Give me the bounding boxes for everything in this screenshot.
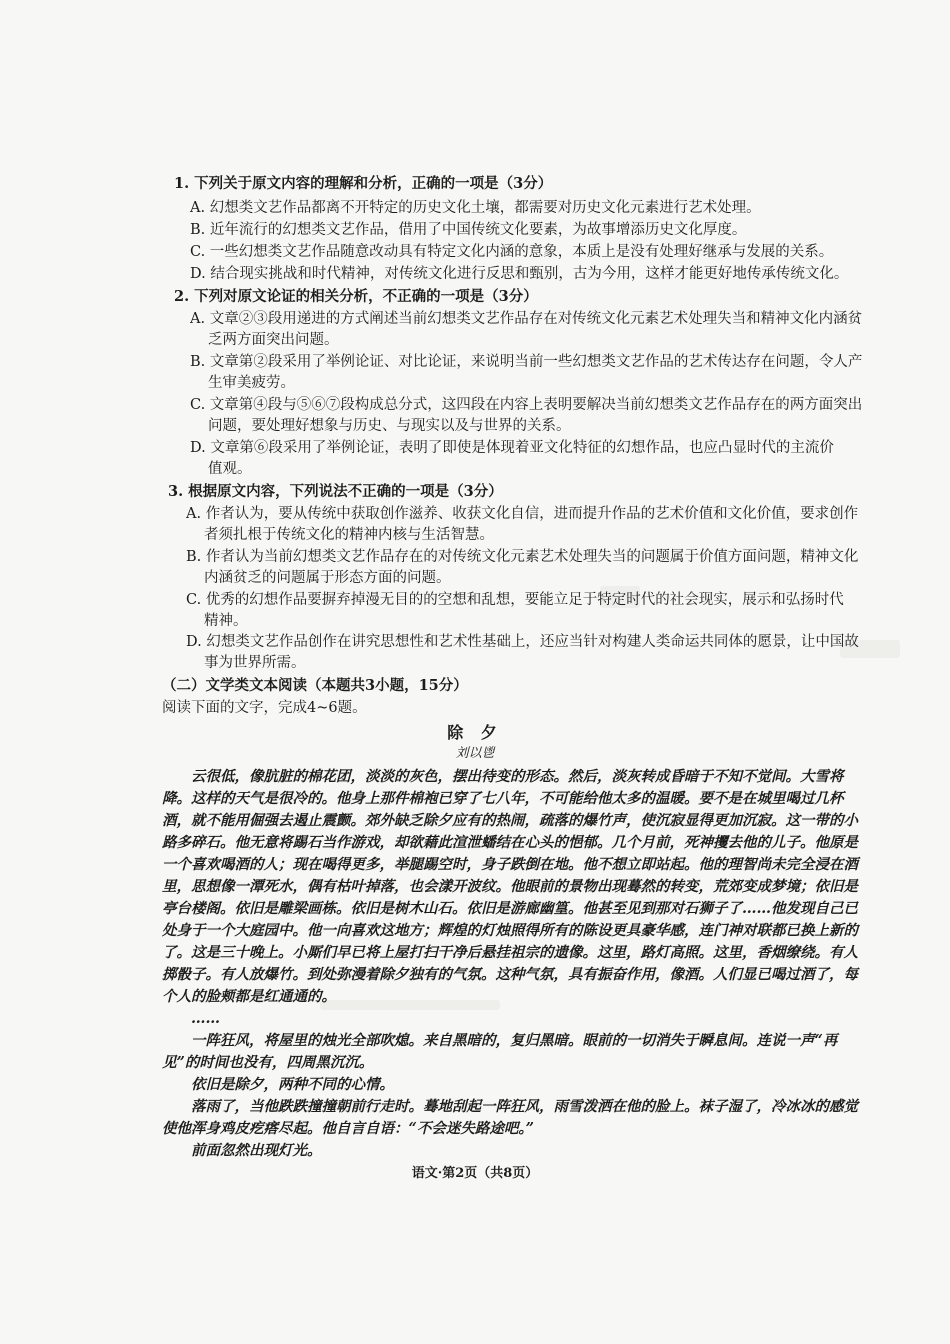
story-line: 个人的脸颊都是红通通的。: [162, 988, 336, 1005]
scan-smudge: [320, 1000, 500, 1010]
question-2-option-d: D. 文章第⑥段采用了举例论证，表明了即使是体现着亚文化特征的幻想作品，也应凸显时代的主流价: [190, 440, 834, 456]
question-3-option-a-cont: 者须扎根于传统文化的精神内核与生活智慧。: [204, 527, 494, 543]
story-line: 了。这是三十晚上。小厮们早已将上屋打扫干净后悬挂祖宗的遗像。这里，路灯高照。这里，香烟缭绕。有人: [162, 944, 858, 961]
story-line: 云很低，像肮脏的棉花团，淡淡的灰色，摆出待变的形态。然后，淡灰转成昏暗于不知不觉间。大雪将: [162, 768, 844, 785]
section-heading: （二）文学类文本阅读（本题共3小题，15分）: [162, 677, 468, 694]
story-line: 依旧是除夕，两种不同的心情。: [162, 1076, 394, 1093]
question-2-stem: 2. 下列对原文论证的相关分析，不正确的一项是（3分）: [174, 288, 538, 305]
story-line: 前面忽然出现灯光。: [162, 1142, 322, 1159]
question-2-option-a-cont: 乏两方面突出问题。: [208, 332, 339, 348]
question-2-option-c: C. 文章第④段与⑤⑥⑦段构成总分式，这四段在内容上表明要解决当前幻想类文艺作品存在的两方面突出: [190, 397, 863, 413]
question-2-option-a: A. 文章②③段用递进的方式阐述当前幻想类文艺作品存在对传统文化元素艺术处理失当和精神文化内涵贫: [190, 311, 863, 327]
story-line: 降。这样的天气是很冷的。他身上那件棉袍已穿了七八年，不可能给他太多的温暖。要不是在城里喝过几杯: [162, 790, 844, 807]
story-line: 亭台楼阁。依旧是雕梁画栋。依旧是树木山石。依旧是游廊幽篁。他甚至见到那对石狮子了……他发现自己已: [162, 900, 858, 917]
story-line: ……: [162, 1010, 220, 1027]
question-3-option-b-cont: 内涵贫乏的问题属于形态方面的问题。: [204, 570, 451, 586]
question-3-stem: 3. 根据原文内容，下列说法不正确的一项是（3分）: [168, 483, 503, 500]
story-line: 酒，就不能用倔强去遏止震颤。郊外缺乏除夕应有的热闹，疏落的爆竹声，使沉寂显得更加沉寂。这一带的小: [162, 812, 858, 829]
story-line: 见”的时间也没有，四周黑沉沉。: [162, 1054, 374, 1071]
question-1-option-b: B. 近年流行的幻想类文艺作品，借用了中国传统文化要素，为故事增添历史文化厚度。: [190, 222, 747, 238]
question-1-stem: 1. 下列关于原文内容的理解和分析，正确的一项是（3分）: [174, 175, 553, 192]
story-line: 一阵狂风，将屋里的烛光全部吹熄。来自黑暗的，复归黑暗。眼前的一切消失于瞬息间。连说一声“再: [162, 1032, 838, 1049]
story-line: 里，思想像一潭死水，偶有枯叶掉落，也会漾开波纹。他眼前的景物出现蓦然的转变，荒郊变成梦境；依旧是: [162, 878, 858, 895]
question-2-option-b-cont: 生审美疲劳。: [208, 375, 295, 391]
story-title: 除 夕: [447, 723, 503, 742]
story-line: 路多碎石。他无意将踢石当作游戏，却欲藉此渲泄蟠结在心头的悒郁。几个月前，死神攫去他的儿子。他原是: [162, 834, 858, 851]
page-footer: 语文·第2页（共8页）: [411, 1166, 539, 1181]
story-line: 落雨了，当他跌跌撞撞朝前行走时。蓦地刮起一阵狂风，雨雪泼洒在他的脸上。袜子湿了，冷冰冰的感觉: [162, 1098, 858, 1115]
story-line: 使他浑身鸡皮疙瘩尽起。他自言自语：“不会迷失路途吧。”: [162, 1120, 534, 1137]
question-3-option-c: C. 优秀的幻想作品要摒弃掉漫无目的的空想和乱想，要能立足于特定时代的社会现实，展示和弘扬时代: [186, 592, 844, 608]
question-2-option-d-cont: 值观。: [208, 461, 252, 477]
question-2-option-c-cont: 问题，要处理好想象与历史、与现实以及与世界的关系。: [208, 418, 571, 434]
question-1-option-c: C. 一些幻想类文艺作品随意改动具有特定文化内涵的意象，本质上是没有处理好继承与发展的关系。: [190, 244, 834, 260]
question-2-option-b: B. 文章第②段采用了举例论证、对比论证，来说明当前一些幻想类文艺作品的艺术传达存在问题，令人产: [190, 354, 863, 370]
story-author: 刘以鬯: [455, 746, 495, 761]
question-3-option-c-cont: 精神。: [204, 613, 248, 629]
question-1-option-a: A. 幻想类文艺作品都离不开特定的历史文化土壤，都需要对历史文化元素进行艺术处理。: [190, 200, 761, 216]
story-line: 处身于一个大庭园中。他一向喜欢这地方；辉煌的灯烛照得所有的陈设更具豪华感，连门神对联都已换上新的: [162, 922, 858, 939]
section-instruction: 阅读下面的文字，完成4~6题。: [162, 700, 367, 716]
story-line: 掷骰子。有人放爆竹。到处弥漫着除夕独有的气氛。这种气氛，具有振奋作用，像酒。人们显已喝过酒了，每: [162, 966, 858, 983]
story-line: 一个喜欢喝酒的人；现在喝得更多，举腿踢空时，身子跌倒在地。他不想立即站起。他的理智尚未完全浸在酒: [162, 856, 858, 873]
question-3-option-d: D. 幻想类文艺作品创作在讲究思想性和艺术性基础上，还应当针对构建人类命运共同体的愿景，让中国故: [186, 634, 859, 650]
question-1-option-d: D. 结合现实挑战和时代精神，对传统文化进行反思和甄别，古为今用，这样才能更好地传承传统文化。: [190, 266, 849, 282]
question-3-option-d-cont: 事为世界所需。: [204, 655, 306, 671]
question-3-option-b: B. 作者认为当前幻想类文艺作品存在的对传统文化元素艺术处理失当的问题属于价值方面问题，精神文化: [186, 549, 859, 565]
question-3-option-a: A. 作者认为，要从传统中获取创作滋养、收获文化自信，进而提升作品的艺术价值和文化价值，要求创作: [186, 506, 859, 522]
